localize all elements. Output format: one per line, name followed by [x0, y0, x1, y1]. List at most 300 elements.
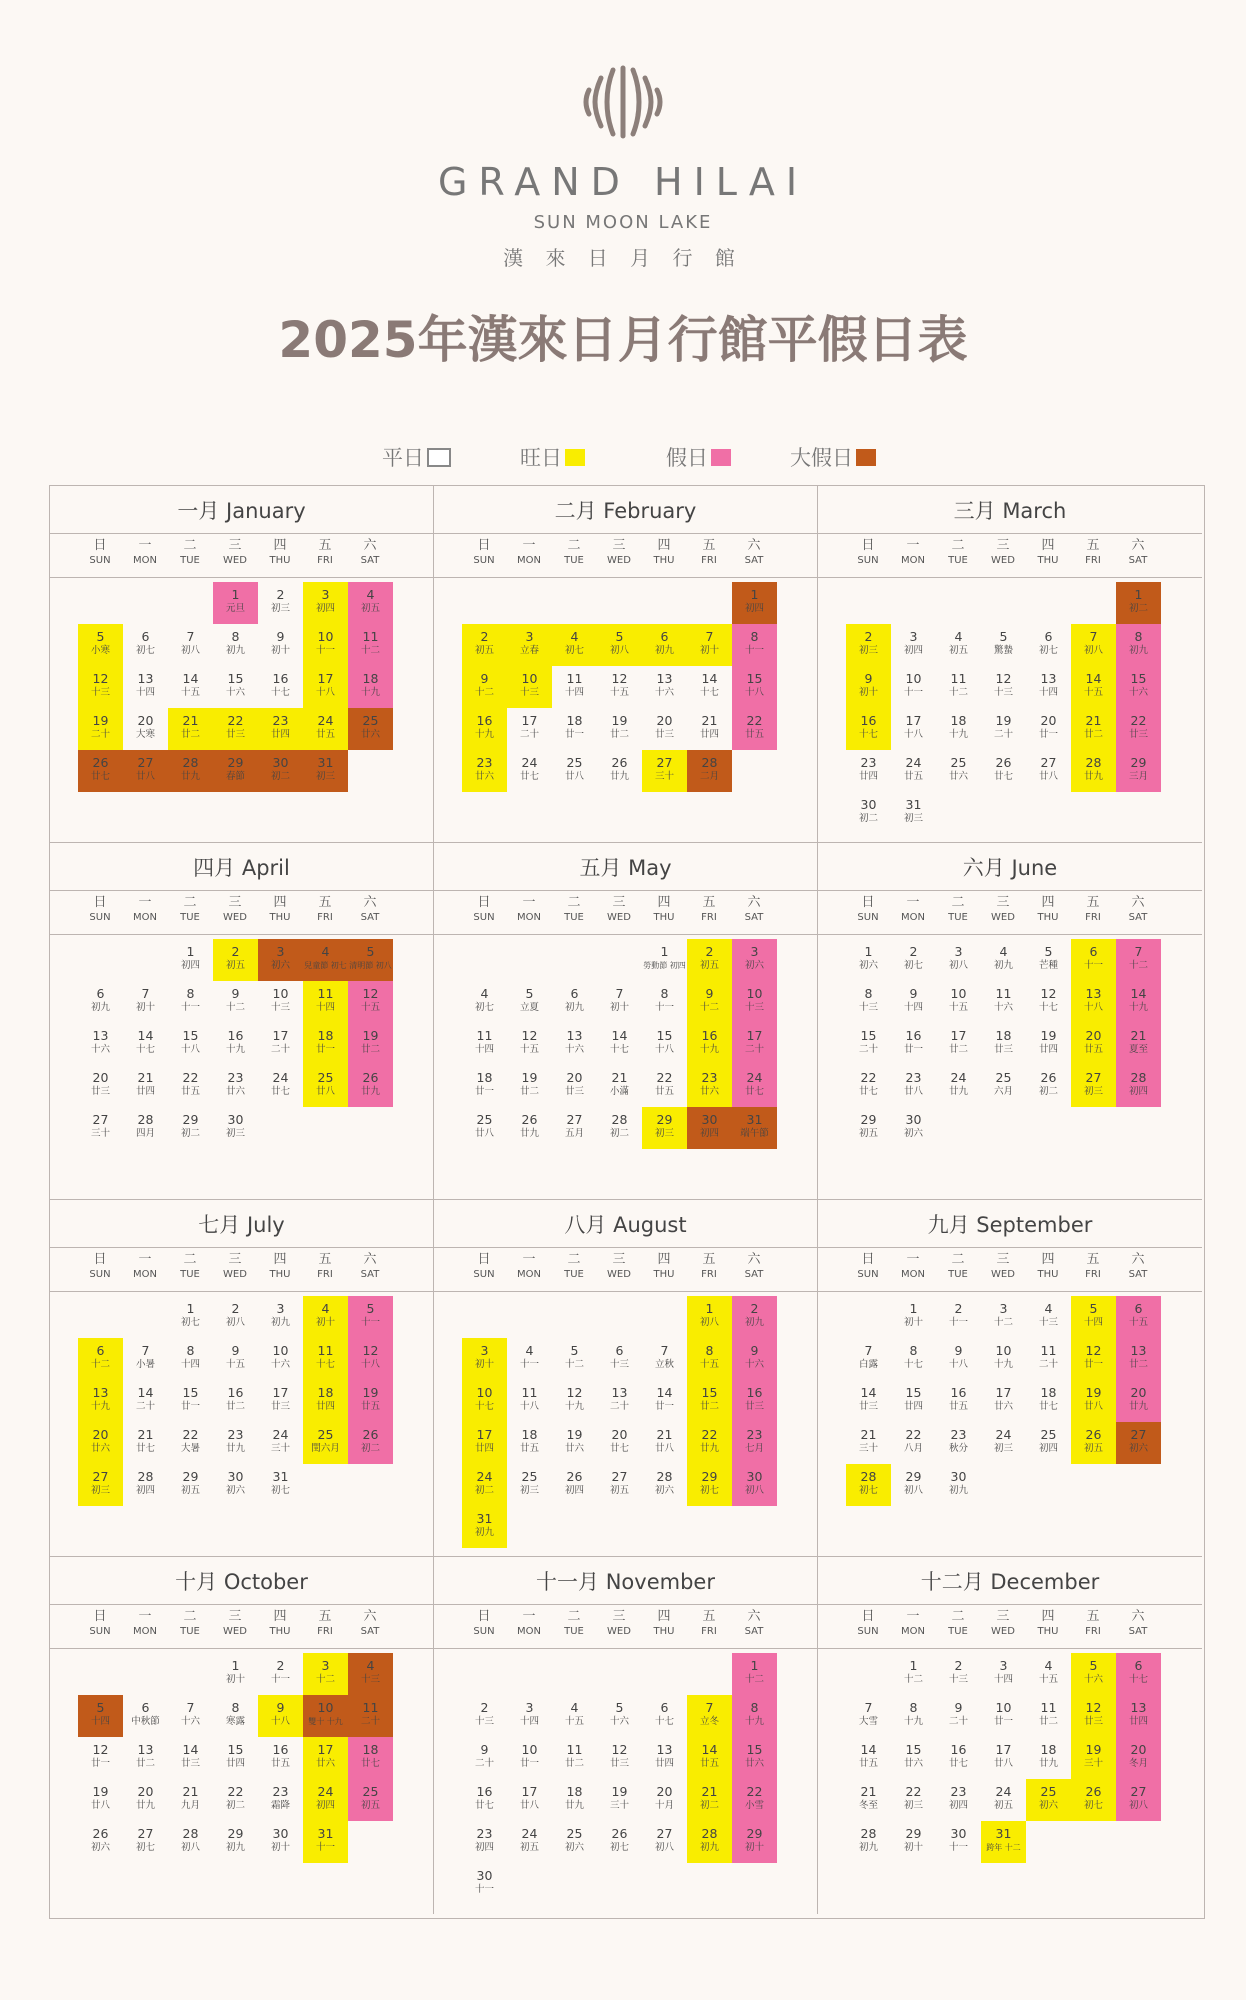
lunar-label: 初四 — [474, 1842, 494, 1853]
day-number: 25 — [995, 1070, 1012, 1085]
weekday-en: TUE — [180, 1626, 200, 1637]
weekday-en: MON — [133, 1626, 157, 1637]
lunar-label: 初十 — [699, 645, 719, 656]
day-cell — [981, 1422, 1026, 1464]
day-cell — [891, 624, 936, 666]
day-cell — [1116, 1380, 1161, 1422]
lunar-label: 廿五 — [315, 729, 335, 740]
weekday-label — [1071, 538, 1115, 568]
day-number: 23 — [860, 755, 877, 770]
day-number: 18 — [566, 1784, 583, 1799]
day-number: 14 — [611, 1028, 628, 1043]
lunar-label: 廿五 — [519, 1443, 539, 1454]
lunar-label: 初十 — [135, 1002, 155, 1013]
lunar-label: 初六 — [270, 960, 290, 971]
weekday-label — [687, 1252, 731, 1282]
day-cell — [258, 582, 303, 624]
day-cell — [891, 1023, 936, 1065]
lunar-label: 十三 — [609, 1359, 629, 1370]
day-number: 19 — [995, 713, 1012, 728]
weekday-cn: 五 — [1086, 538, 1100, 553]
lunar-label: 廿六 — [564, 1443, 584, 1454]
day-number: 8 — [660, 986, 669, 1001]
weekday-en: FRI — [317, 912, 333, 923]
day-cell — [303, 1821, 348, 1863]
weekday-en: FRI — [1085, 1269, 1101, 1280]
day-cell — [642, 1338, 687, 1380]
lunar-label: 廿五 — [180, 1086, 200, 1097]
day-cell — [846, 939, 891, 981]
day-cell — [462, 1821, 507, 1863]
weekday-en: THU — [1037, 555, 1059, 566]
day-number: 19 — [611, 713, 628, 728]
brand-chinese: 漢 來 日 月 行 館 — [503, 246, 743, 270]
day-cell — [732, 939, 777, 981]
weekday-label — [123, 895, 167, 925]
lunar-label: 十七 — [315, 1359, 335, 1370]
day-number: 7 — [1089, 629, 1098, 644]
day-number: 12 — [92, 671, 109, 686]
day-cell — [1026, 1380, 1071, 1422]
weekday-label — [552, 1609, 596, 1639]
lunar-label: 廿七 — [609, 1443, 629, 1454]
day-number: 29 — [227, 1826, 244, 1841]
weekday-label — [597, 895, 641, 925]
day-cell — [213, 1380, 258, 1422]
day-cell — [303, 981, 348, 1023]
lunar-label: 寒露 — [225, 1716, 245, 1727]
day-number: 3 — [909, 629, 918, 644]
day-number: 26 — [1040, 1070, 1057, 1085]
weekday-en: SAT — [744, 555, 764, 566]
lunar-label: 初七 — [270, 1485, 290, 1496]
day-cell — [552, 1065, 597, 1107]
day-number: 28 — [656, 1469, 673, 1484]
day-cell — [936, 624, 981, 666]
day-cell — [1071, 666, 1116, 708]
lunar-label: 三十 — [654, 771, 674, 782]
month-calendar — [50, 1200, 434, 1557]
day-cell — [168, 1737, 213, 1779]
lunar-label: 大暑 — [180, 1443, 200, 1454]
month-title: 三月 March — [818, 486, 1202, 534]
day-cell — [597, 1464, 642, 1506]
lunar-label: 十三 — [744, 1002, 764, 1013]
day-number: 13 — [1130, 1700, 1147, 1715]
lunar-label: 初九 — [948, 1485, 968, 1496]
day-cell — [303, 1737, 348, 1779]
lunar-label: 初十 — [858, 687, 878, 698]
lunar-label: 十八 — [519, 1401, 539, 1412]
day-number: 22 — [656, 1070, 673, 1085]
day-number: 21 — [611, 1070, 628, 1085]
lunar-label: 廿九 — [1128, 1401, 1148, 1412]
lunar-label: 廿三 — [993, 1044, 1013, 1055]
lunar-label: 廿五 — [744, 729, 764, 740]
calendar-grid — [49, 485, 1205, 1919]
lunar-label: 十三 — [948, 1674, 968, 1685]
day-number: 10 — [950, 986, 967, 1001]
day-cell — [303, 1338, 348, 1380]
weekday-label — [168, 538, 212, 568]
day-cell — [642, 1422, 687, 1464]
month-calendar — [818, 1557, 1202, 1914]
lunar-label: 二十 — [609, 1401, 629, 1412]
day-cell — [258, 1779, 303, 1821]
weekday-en: WED — [607, 1269, 631, 1280]
lunar-label: 初十 — [474, 1359, 494, 1370]
day-number: 31 — [476, 1511, 493, 1526]
day-number: 25 — [1040, 1784, 1057, 1799]
lunar-label: 十三 — [90, 687, 110, 698]
weekday-cn: 五 — [1086, 895, 1100, 910]
lunar-label: 二十 — [270, 1044, 290, 1055]
day-cell — [303, 939, 348, 981]
weekday-swatch — [427, 448, 451, 467]
day-number: 23 — [227, 1070, 244, 1085]
lunar-label: 廿九 — [135, 1800, 155, 1811]
lunar-label: 十六 — [225, 687, 245, 698]
day-number: 27 — [1130, 1784, 1147, 1799]
weekday-en: WED — [991, 555, 1015, 566]
day-cell — [303, 1779, 348, 1821]
day-number: 8 — [231, 1700, 240, 1715]
day-cell — [168, 1296, 213, 1338]
weekday-cn: 三 — [996, 895, 1010, 910]
weekday-en: SAT — [360, 1269, 380, 1280]
lunar-label: 廿六 — [315, 1758, 335, 1769]
day-number: 19 — [566, 1427, 583, 1442]
lunar-label: 初六 — [225, 1485, 245, 1496]
legend-label: 平日 — [382, 446, 424, 470]
day-number: 3 — [954, 944, 963, 959]
weekday-cn: 一 — [906, 895, 920, 910]
lunar-label: 初五 — [225, 960, 245, 971]
lunar-label: 十九 — [90, 1401, 110, 1412]
lunar-label: 二月 — [699, 771, 719, 782]
day-number: 7 — [864, 1700, 873, 1715]
day-cell — [462, 1023, 507, 1065]
day-cell — [891, 1107, 936, 1149]
day-number: 7 — [705, 629, 714, 644]
day-cell — [1071, 708, 1116, 750]
lunar-label: 廿四 — [1038, 1044, 1058, 1055]
weekday-cn: 三 — [228, 895, 242, 910]
day-number: 17 — [272, 1385, 289, 1400]
day-number: 23 — [272, 713, 289, 728]
lunar-label: 十二 — [90, 1359, 110, 1370]
day-cell — [891, 939, 936, 981]
weekday-en: MON — [133, 555, 157, 566]
day-number: 29 — [905, 1826, 922, 1841]
lunar-label: 廿五 — [858, 1758, 878, 1769]
day-cell — [846, 624, 891, 666]
day-number: 23 — [950, 1784, 967, 1799]
lunar-label: 十八 — [744, 687, 764, 698]
day-number: 26 — [92, 755, 109, 770]
weekday-cn: 五 — [702, 1609, 716, 1624]
lunar-label: 十一 — [360, 1317, 380, 1328]
weekday-label — [891, 1609, 935, 1639]
weekday-label — [258, 1252, 302, 1282]
day-number: 8 — [909, 1343, 918, 1358]
day-number: 6 — [660, 1700, 669, 1715]
day-cell — [462, 1065, 507, 1107]
lunar-label: 十八 — [315, 687, 335, 698]
lunar-label: 清明節 初八 — [349, 961, 392, 970]
day-cell — [1116, 666, 1161, 708]
day-cell — [552, 624, 597, 666]
lunar-label: 初十 — [225, 1674, 245, 1685]
weekday-label — [732, 538, 776, 568]
lunar-label: 芒種 — [1038, 960, 1058, 971]
day-cell — [642, 1695, 687, 1737]
day-number: 8 — [231, 629, 240, 644]
month-title: 六月 June — [818, 843, 1202, 891]
day-cell — [597, 1422, 642, 1464]
lunar-label: 初五 — [360, 1800, 380, 1811]
day-cell — [507, 1695, 552, 1737]
lunar-label: 十七 — [1128, 1674, 1148, 1685]
lunar-label: 跨年 十二 — [986, 1843, 1021, 1852]
day-number: 13 — [1040, 671, 1057, 686]
day-number: 25 — [362, 1784, 379, 1799]
weekday-cn: 二 — [951, 538, 965, 553]
month-title: 二月 February — [434, 486, 817, 534]
weekday-label — [303, 538, 347, 568]
lunar-label: 十一 — [948, 1317, 968, 1328]
day-number: 22 — [182, 1070, 199, 1085]
weekday-label — [936, 895, 980, 925]
day-cell — [981, 1296, 1026, 1338]
lunar-label: 二十 — [474, 1758, 494, 1769]
weekday-cn: 四 — [1041, 1609, 1055, 1624]
day-number: 26 — [521, 1112, 538, 1127]
day-number: 9 — [705, 986, 714, 1001]
lunar-label: 初四 — [948, 1800, 968, 1811]
day-number: 6 — [141, 1700, 150, 1715]
month-title: 九月 September — [818, 1200, 1202, 1248]
day-cell — [891, 666, 936, 708]
day-number: 26 — [995, 755, 1012, 770]
legend — [0, 442, 1246, 472]
lunar-label: 初三 — [315, 771, 335, 782]
weekday-en: SUN — [857, 1626, 879, 1637]
lunar-label: 廿八 — [519, 1800, 539, 1811]
lunar-label: 初七 — [564, 645, 584, 656]
day-cell — [552, 750, 597, 792]
lunar-label: 初三 — [270, 603, 290, 614]
day-cell — [507, 981, 552, 1023]
day-cell — [303, 1065, 348, 1107]
lunar-label: 二十 — [993, 729, 1013, 740]
day-cell — [936, 981, 981, 1023]
day-cell — [258, 1737, 303, 1779]
lunar-label: 廿八 — [135, 771, 155, 782]
day-cell — [348, 1695, 393, 1737]
lunar-label: 十四 — [903, 1002, 923, 1013]
day-number: 23 — [227, 1427, 244, 1442]
lunar-label: 廿二 — [360, 1044, 380, 1055]
lunar-label: 廿四 — [474, 1443, 494, 1454]
day-number: 1 — [231, 587, 240, 602]
day-number: 13 — [92, 1385, 109, 1400]
day-cell — [597, 666, 642, 708]
lunar-label: 十一 — [315, 645, 335, 656]
weekday-label — [1026, 1609, 1070, 1639]
day-number: 4 — [321, 944, 330, 959]
lunar-label: 十六 — [90, 1044, 110, 1055]
lunar-label: 十八 — [903, 729, 923, 740]
day-cell — [687, 750, 732, 792]
lunar-label: 十九 — [1128, 1002, 1148, 1013]
lunar-label: 十七 — [654, 1716, 674, 1727]
day-cell — [732, 1065, 777, 1107]
month-title: 七月 July — [50, 1200, 433, 1248]
day-number: 27 — [92, 1112, 109, 1127]
day-cell — [168, 666, 213, 708]
day-cell — [552, 1779, 597, 1821]
weekday-label — [1116, 1609, 1160, 1639]
day-cell — [687, 624, 732, 666]
lunar-label: 初六 — [564, 1842, 584, 1853]
day-number: 27 — [656, 1826, 673, 1841]
weekday-en: SAT — [360, 912, 380, 923]
day-number: 15 — [227, 671, 244, 686]
day-cell — [981, 1779, 1026, 1821]
day-cell — [687, 1422, 732, 1464]
day-cell — [213, 981, 258, 1023]
weekday-label — [891, 895, 935, 925]
weekday-label — [846, 1609, 890, 1639]
weekday-label — [213, 895, 257, 925]
day-number: 14 — [1130, 986, 1147, 1001]
weekday-label — [1071, 1609, 1115, 1639]
lunar-label: 初六 — [654, 1485, 674, 1496]
day-cell — [1026, 708, 1071, 750]
day-number: 6 — [96, 986, 105, 1001]
day-cell — [1026, 750, 1071, 792]
day-cell — [1116, 939, 1161, 981]
weekday-cn: 二 — [567, 895, 581, 910]
day-number: 23 — [476, 1826, 493, 1841]
weekday-label — [507, 538, 551, 568]
day-number: 7 — [660, 1343, 669, 1358]
lunar-label: 大雪 — [858, 1716, 878, 1727]
weekday-cn: 二 — [183, 1252, 197, 1267]
day-cell — [552, 1338, 597, 1380]
day-cell — [981, 708, 1026, 750]
lunar-label: 十五 — [225, 1359, 245, 1370]
lunar-label: 初二 — [858, 813, 878, 824]
lunar-label: 初四 — [1038, 1443, 1058, 1454]
weekday-cn: 五 — [318, 1252, 332, 1267]
weekday-label — [687, 538, 731, 568]
day-number: 24 — [950, 1070, 967, 1085]
day-cell — [1116, 1422, 1161, 1464]
day-number: 8 — [864, 986, 873, 1001]
day-number: 25 — [476, 1112, 493, 1127]
weekday-label — [597, 538, 641, 568]
day-number: 10 — [521, 1742, 538, 1757]
weekday-label — [258, 1609, 302, 1639]
lunar-label: 十二 — [948, 687, 968, 698]
lunar-label: 十八 — [1083, 1002, 1103, 1013]
lunar-label: 廿六 — [699, 1086, 719, 1097]
day-number: 10 — [272, 986, 289, 1001]
weekday-label — [552, 1252, 596, 1282]
lunar-label: 初七 — [609, 1842, 629, 1853]
weekday-cn: 三 — [612, 1609, 626, 1624]
weekday-cn: 一 — [522, 1609, 536, 1624]
day-number: 20 — [137, 1784, 154, 1799]
day-number: 13 — [1085, 986, 1102, 1001]
lunar-label: 初七 — [699, 1485, 719, 1496]
lunar-label: 初九 — [270, 1317, 290, 1328]
day-cell — [348, 708, 393, 750]
day-cell — [507, 1422, 552, 1464]
day-cell — [462, 1422, 507, 1464]
weekday-en: FRI — [1085, 1626, 1101, 1637]
day-cell — [348, 981, 393, 1023]
lunar-label: 初三 — [519, 1485, 539, 1496]
day-number: 24 — [317, 713, 334, 728]
day-number: 13 — [611, 1385, 628, 1400]
day-number: 3 — [999, 1301, 1008, 1316]
day-cell — [258, 939, 303, 981]
weekday-en: THU — [269, 912, 291, 923]
weekday-cn: 四 — [1041, 895, 1055, 910]
day-cell — [1116, 1296, 1161, 1338]
day-number: 6 — [1089, 944, 1098, 959]
day-cell — [597, 708, 642, 750]
lunar-label: 初九 — [858, 1842, 878, 1853]
weekday-en: THU — [269, 1269, 291, 1280]
day-cell — [642, 1464, 687, 1506]
weekday-cn: 六 — [1131, 1609, 1145, 1624]
lunar-label: 春節 — [225, 771, 245, 782]
month-title: 四月 April — [50, 843, 433, 891]
day-number: 29 — [656, 1112, 673, 1127]
day-cell — [78, 1338, 123, 1380]
lunar-label: 十三 — [474, 1716, 494, 1727]
weekday-en: THU — [269, 555, 291, 566]
day-cell — [78, 1023, 123, 1065]
lunar-label: 小雪 — [744, 1800, 764, 1811]
lunar-label: 初四 — [564, 1485, 584, 1496]
weekday-en: SUN — [89, 1269, 111, 1280]
day-number: 25 — [317, 1427, 334, 1442]
lunar-label: 廿一 — [1083, 1359, 1103, 1370]
day-cell — [642, 750, 687, 792]
day-cell — [123, 1023, 168, 1065]
weekday-header — [818, 1248, 1202, 1292]
day-cell — [1026, 1023, 1071, 1065]
day-cell — [348, 1422, 393, 1464]
day-number: 9 — [231, 1343, 240, 1358]
weekday-label — [687, 1609, 731, 1639]
day-cell — [642, 624, 687, 666]
day-cell — [78, 708, 123, 750]
month-calendar — [434, 486, 818, 843]
day-number: 25 — [317, 1070, 334, 1085]
day-cell — [936, 939, 981, 981]
weekday-cn: 二 — [183, 1609, 197, 1624]
day-number: 2 — [954, 1301, 963, 1316]
lunar-label: 廿三 — [270, 1401, 290, 1412]
day-cell — [936, 1653, 981, 1695]
day-number: 15 — [182, 1385, 199, 1400]
